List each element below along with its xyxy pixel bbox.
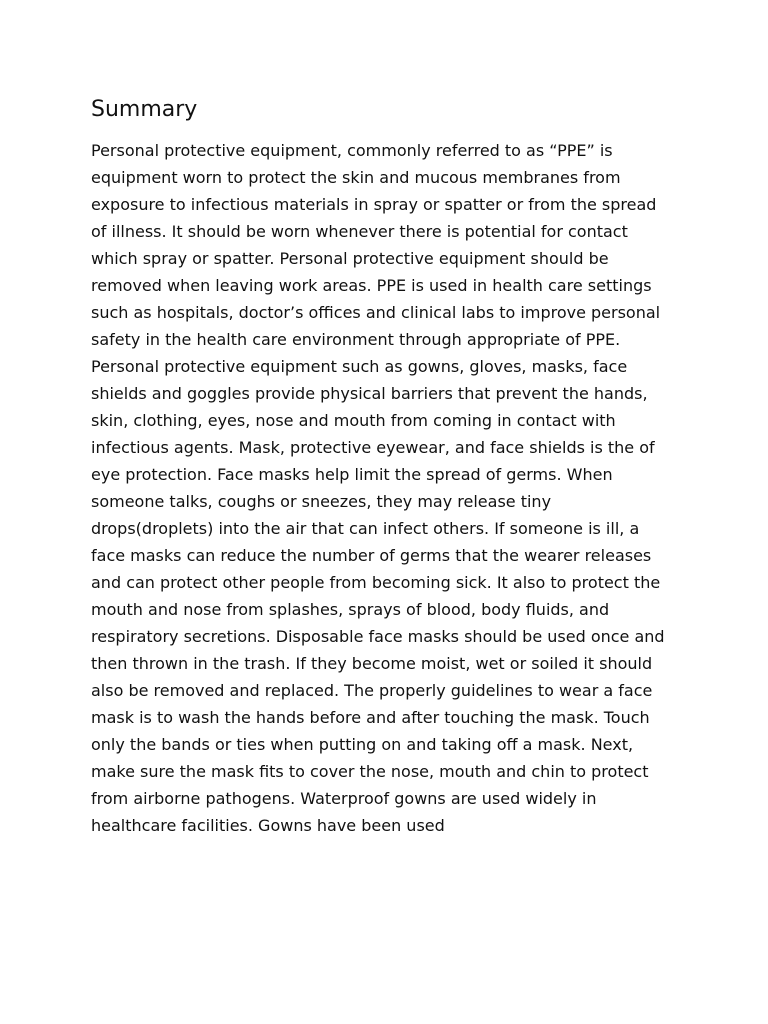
text-line: removed when leaving work areas. PPE is used in health care settings [91, 276, 652, 295]
text-line: and can protect other people from becoming sick. It also to protect the [91, 573, 661, 592]
text-line: then thrown in the trash. If they become moist, wet or soiled it should [91, 654, 653, 673]
text-line: face masks can reduce the number of germs that the wearer releases [91, 546, 652, 565]
document-heading: Summary [91, 97, 198, 122]
text-line: safety in the health care environment through appropriate of PPE. [91, 330, 621, 349]
text-line: from airborne pathogens. Waterproof gowns are used widely in [91, 789, 597, 808]
text-line: equipment worn to protect the skin and mucous membranes from [91, 168, 621, 187]
text-line: make sure the mask fits to cover the nose, mouth and chin to protect [91, 762, 649, 781]
text-line: of illness. It should be worn whenever there is potential for contact [91, 222, 628, 241]
text-line: eye protection. Face masks help limit the spread of germs. When [91, 465, 613, 484]
text-line: such as hospitals, doctor’s offices and clinical labs to improve personal [91, 303, 661, 322]
text-line: exposure to infectious materials in spray or spatter or from the spread [91, 195, 657, 214]
text-line: healthcare facilities. Gowns have been used [91, 816, 445, 835]
text-line: which spray or spatter. Personal protective equipment should be [91, 249, 609, 268]
text-line: Personal protective equipment such as gowns, gloves, masks, face [91, 357, 628, 376]
text-line: drops(droplets) into the air that can infect others. If someone is ill, a [91, 519, 640, 538]
text-line: respiratory secretions. Disposable face masks should be used once and [91, 627, 665, 646]
text-line: someone talks, coughs or sneezes, they may release tiny [91, 492, 552, 511]
document-body [91, 137, 701, 839]
text-line: mask is to wash the hands before and after touching the mask. Touch [91, 708, 650, 727]
text-line: also be removed and replaced. The properly guidelines to wear a face [91, 681, 653, 700]
text-line: shields and goggles provide physical barriers that prevent the hands, [91, 384, 648, 403]
text-line: skin, clothing, eyes, nose and mouth from coming in contact with [91, 411, 616, 430]
text-line: infectious agents. Mask, protective eyewear, and face shields is the of [91, 438, 655, 457]
text-line: mouth and nose from splashes, sprays of blood, body fluids, and [91, 600, 610, 619]
text-line: Personal protective equipment, commonly referred to as “PPE” is [91, 141, 613, 160]
text-line: only the bands or ties when putting on and taking off a mask. Next, [91, 735, 634, 754]
